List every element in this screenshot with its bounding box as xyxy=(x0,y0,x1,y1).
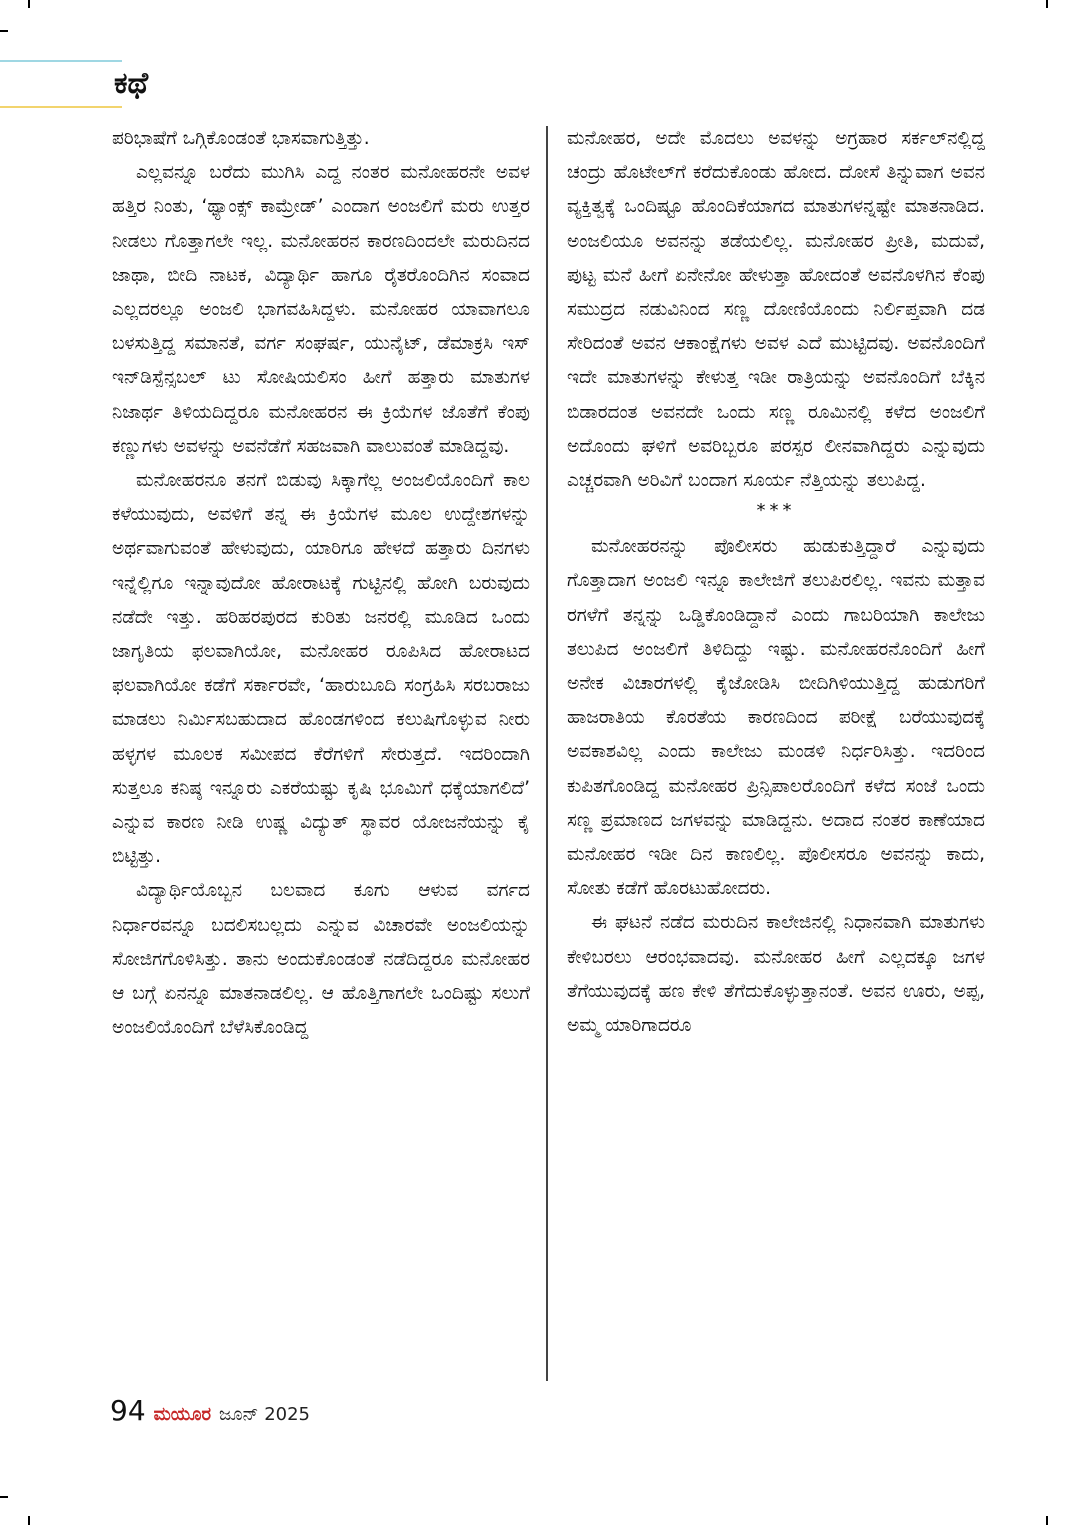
issue-date: ಜೂನ್ 2025 xyxy=(219,1404,310,1425)
paragraph: ಮನೋಹರನನ್ನು ಪೊಲೀಸರು ಹುಡುಕುತ್ತಿದ್ದಾರೆ ಎನ್ನುವುದು ಗೊತ್ತಾದಾಗ ಅಂಜಲಿ ಇನ್ನೂ ಕಾಲೇಜಿಗೆ ತಲುಪಿರಲಿಲ್ಲ. ಇವನು ಮತ್ತಾವ ರಗಳೆಗೆ ತನ್ನನ್ನು ಒಡ್ಡಿಕೊಂಡಿದ್ದಾನೆ ಎಂದು ಗಾಬರಿಯಾಗಿ ಕಾಲೇಜು ತಲುಪಿದ ಅಂಜಲಿಗೆ ತಿಳಿದಿದ್ದು ಇಷ್ಟು. ಮನೋಹರನೊಂದಿಗೆ ಹೀಗೆ ಅನೇಕ ವಿಚಾರಗಳಲ್ಲಿ ಕೈಜೋಡಿಸಿ ಬೀದಿಗಿಳಿಯುತ್ತಿದ್ದ ಹುಡುಗರಿಗೆ ಹಾಜರಾತಿಯ ಕೊರತೆಯ ಕಾರಣದಿಂದ ಪರೀಕ್ಷೆ ಬರೆಯುವುದಕ್ಕೆ ಅವಕಾಶವಿಲ್ಲ ಎಂದು ಕಾಲೇಜು ಮಂಡಳಿ ನಿರ್ಧರಿಸಿತ್ತು. ಇದರಿಂದ ಕುಪಿತಗೊಂಡಿದ್ದ ಮನೋಹರ ಪ್ರಿನ್ಸಿಪಾಲರೊಂದಿಗೆ ಕಳೆದ ಸಂಜೆ ಒಂದು ಸಣ್ಣ ಪ್ರಮಾಣದ ಜಗಳವನ್ನು ಮಾಡಿದ್ದನು. ಅದಾದ ನಂತರ ಕಾಣೆಯಾದ ಮನೋಹರ ಇಡೀ ದಿನ ಕಾಣಲಿಲ್ಲ. ಪೊಲೀಸರೂ ಅವನನ್ನು ಕಾದು, ಸೋತು ಕಡೆಗೆ ಹೊರಟುಹೋದರು. xyxy=(567,536,985,900)
crop-mark xyxy=(28,1516,30,1525)
paragraph: ಈ ಘಟನೆ ನಡೆದ ಮರುದಿನ ಕಾಲೇಜಿನಲ್ಲಿ ನಿಧಾನವಾಗಿ ಮಾತುಗಳು ಕೇಳಿಬರಲು ಆರಂಭವಾದವು. ಮನೋಹರ ಹೀಗೆ ಎಲ್ಲದಕ್ಕೂ ಜಗಳ ತೆಗೆಯುವುದಕ್ಕೆ ಹಣ ಕೇಳಿ ತೆಗೆದುಕೊಳ್ಳುತ್ತಾನಂತೆ. ಅವನ ಊರು, ಅಪ್ಪ, ಅಮ್ಮ ಯಾರಿಗಾದರೂ xyxy=(567,912,985,1037)
crop-mark xyxy=(1046,0,1048,8)
page-number: 94 xyxy=(110,1394,146,1427)
paragraph: ವಿದ್ಯಾರ್ಥಿಯೊಬ್ಬನ ಬಲವಾದ ಕೂಗು ಆಳುವ ವರ್ಗದ ನಿರ್ಧಾರವನ್ನೂ ಬದಲಿಸಬಲ್ಲದು ಎನ್ನುವ ವಿಚಾರವೇ ಅಂಜಲಿಯನ್ನು ಸೋಜಿಗಗೊಳಿಸಿತ್ತು. ತಾನು ಅಂದುಕೊಂಡಂತೆ ನಡೆದಿದ್ದರೂ ಮನೋಹರ ಆ ಬಗ್ಗೆ ಏನನ್ನೂ ಮಾತನಾಡಲಿಲ್ಲ. ಆ ಹೊತ್ತಿಗಾಗಲೇ ಒಂದಿಷ್ಟು ಸಲುಗೆ ಅಂಜಲಿಯೊಂದಿಗೆ ಬೆಳೆಸಿಕೊಂಡಿದ್ದ xyxy=(112,880,530,1039)
scene-break: *** xyxy=(756,500,796,522)
magazine-name: ಮಯೂರ xyxy=(153,1404,212,1425)
header-rule-top xyxy=(0,60,122,62)
crop-mark xyxy=(1046,1516,1048,1525)
left-column xyxy=(112,122,530,1045)
page-footer xyxy=(110,1394,310,1430)
crop-mark xyxy=(0,30,8,32)
crop-mark xyxy=(0,1496,8,1498)
header-rule-bottom xyxy=(0,106,122,108)
paragraph: ಮನೋಹರ, ಅದೇ ಮೊದಲು ಅವಳನ್ನು ಅಗ್ರಹಾರ ಸರ್ಕಲ್‌ನಲ್ಲಿದ್ದ ಚಂದ್ರು ಹೊಟೇಲ್‌ಗೆ ಕರೆದುಕೊಂಡು ಹೋದ. ದೋಸೆ ತಿನ್ನುವಾಗ ಅವನ ವ್ಯಕ್ತಿತ್ವಕ್ಕೆ ಒಂದಿಷ್ಟೂ ಹೊಂದಿಕೆಯಾಗದ ಮಾತುಗಳನ್ನಷ್ಟೇ ಮಾತನಾಡಿದ. ಅಂಜಲಿಯೂ ಅವನನ್ನು ತಡೆಯಲಿಲ್ಲ. ಮನೋಹರ ಪ್ರೀತಿ, ಮದುವೆ, ಪುಟ್ಟ ಮನೆ ಹೀಗೆ ಏನೇನೋ ಹೇಳುತ್ತಾ ಹೋದಂತೆ ಅವನೊಳಗಿನ ಕೆಂಪು ಸಮುದ್ರದ ನಡುವಿನಿಂದ ಸಣ್ಣ ದೋಣಿಯೊಂದು ನಿರ್ಲಿಪ್ತವಾಗಿ ದಡ ಸೇರಿದಂತೆ ಅವನ ಆಕಾಂಕ್ಷೆಗಳು ಅವಳ ಎದೆ ಮುಟ್ಟಿದವು. ಅವನೊಂದಿಗೆ ಇದೇ ಮಾತುಗಳನ್ನು ಕೇಳುತ್ತ ಇಡೀ ರಾತ್ರಿಯನ್ನು ಅವನೊಂದಿಗೆ ಬೆಕ್ಕಿನ ಬಿಡಾರದಂತ ಅವನದೇ ಒಂದು ಸಣ್ಣ ರೂಮಿನಲ್ಲಿ ಕಳೆದ ಅಂಜಲಿಗೆ ಅದೊಂದು ಘಳಿಗೆ ಅವರಿಬ್ಬರೂ ಪರಸ್ಪರ ಲೀನವಾಗಿದ್ದರು ಎನ್ನುವುದು ಎಚ್ಚರವಾಗಿ ಅರಿವಿಗೆ ಬಂದಾಗ ಸೂರ್ಯ ನೆತ್ತಿಯನ್ನು ತಲುಪಿದ್ದ. xyxy=(567,128,985,492)
paragraph: ಪರಿಭಾಷೆಗೆ ಒಗ್ಗಿಕೊಂಡಂತೆ ಭಾಸವಾಗುತ್ತಿತ್ತು. xyxy=(112,128,370,149)
right-column xyxy=(567,122,985,1043)
column-divider xyxy=(546,126,548,1381)
section-label: ಕಥೆ xyxy=(114,66,149,101)
crop-mark xyxy=(28,0,30,8)
paragraph: ಎಲ್ಲವನ್ನೂ ಬರೆದು ಮುಗಿಸಿ ಎದ್ದ ನಂತರ ಮನೋಹರನೇ ಅವಳ ಹತ್ತಿರ ನಿಂತು, ‘ಥ್ಯಾಂಕ್ಸ್ ಕಾಮ್ರೇಡ್’ ಎಂದಾಗ ಅಂಜಲಿಗೆ ಮರು ಉತ್ತರ ನೀಡಲು ಗೊತ್ತಾಗಲೇ ಇಲ್ಲ. ಮನೋಹರನ ಕಾರಣದಿಂದಲೇ ಮರುದಿನದ ಜಾಥಾ, ಬೀದಿ ನಾಟಕ, ವಿದ್ಯಾರ್ಥಿ ಹಾಗೂ ರೈತರೊಂದಿಗಿನ ಸಂವಾದ ಎಲ್ಲದರಲ್ಲೂ ಅಂಜಲಿ ಭಾಗವಹಿಸಿದ್ದಳು. ಮನೋಹರ ಯಾವಾಗಲೂ ಬಳಸುತ್ತಿದ್ದ ಸಮಾನತೆ, ವರ್ಗ ಸಂಘರ್ಷ, ಯುನೈಟ್, ಡೆಮಾಕ್ರಸಿ ಇಸ್ ಇನ್‌ಡಿಸ್ಪೆನ್ಸಬಲ್ ಟು ಸೋಷಿಯಲಿಸಂ ಹೀಗೆ ಹತ್ತಾರು ಮಾತುಗಳ ನಿಜಾರ್ಥ ತಿಳಿಯದಿದ್ದರೂ ಮನೋಹರನ ಈ ಕ್ರಿಯೆಗಳ ಜೊತೆಗೆ ಕೆಂಪು ಕಣ್ಣುಗಳು ಅವಳನ್ನು ಅವನೆಡೆಗೆ ಸಹಜವಾಗಿ ವಾಲುವಂತೆ ಮಾಡಿದ್ದವು. xyxy=(112,162,530,457)
paragraph: ಮನೋಹರನೂ ತನಗೆ ಬಿಡುವು ಸಿಕ್ಕಾಗೆಲ್ಲ ಅಂಜಲಿಯೊಂದಿಗೆ ಕಾಲ ಕಳೆಯುವುದು, ಅವಳಿಗೆ ತನ್ನ ಈ ಕ್ರಿಯೆಗಳ ಮೂಲ ಉದ್ದೇಶಗಳನ್ನು ಅರ್ಥವಾಗುವಂತೆ ಹೇಳುವುದು, ಯಾರಿಗೂ ಹೇಳದೆ ಹತ್ತಾರು ದಿನಗಳು ಇನ್ನೆಲ್ಲಿಗೂ ಇನ್ನಾವುದೋ ಹೋರಾಟಕ್ಕೆ ಗುಟ್ಟಿನಲ್ಲಿ ಹೋಗಿ ಬರುವುದು ನಡೆದೇ ಇತ್ತು. ಹರಿಹರಪುರದ ಕುರಿತು ಜನರಲ್ಲಿ ಮೂಡಿದ ಒಂದು ಜಾಗೃತಿಯ ಫಲವಾಗಿಯೋ, ಮನೋಹರ ರೂಪಿಸಿದ ಹೋರಾಟದ ಫಲವಾಗಿಯೋ ಕಡೆಗೆ ಸರ್ಕಾರವೇ, ‘ಹಾರುಬೂದಿ ಸಂಗ್ರಹಿಸಿ ಸರಬರಾಜು ಮಾಡಲು ನಿರ್ಮಿಸಬಹುದಾದ ಹೊಂಡಗಳಿಂದ ಕಲುಷಿಗೊಳ್ಳುವ ನೀರು ಹಳ್ಳಗಳ ಮೂಲಕ ಸಮೀಪದ ಕೆರೆಗಳಿಗೆ ಸೇರುತ್ತದೆ. ಇದರಿಂದಾಗಿ ಸುತ್ತಲೂ ಕನಿಷ್ಠ ಇನ್ನೂರು ಎಕರೆಯಷ್ಟು ಕೃಷಿ ಭೂಮಿಗೆ ಧಕ್ಕೆಯಾಗಲಿದೆ’ ಎನ್ನುವ ಕಾರಣ ನೀಡಿ ಉಷ್ಣ ವಿದ್ಯುತ್ ಸ್ಥಾವರ ಯೋಜನೆಯನ್ನು ಕೈ ಬಿಟ್ಟಿತ್ತು. xyxy=(112,470,530,868)
